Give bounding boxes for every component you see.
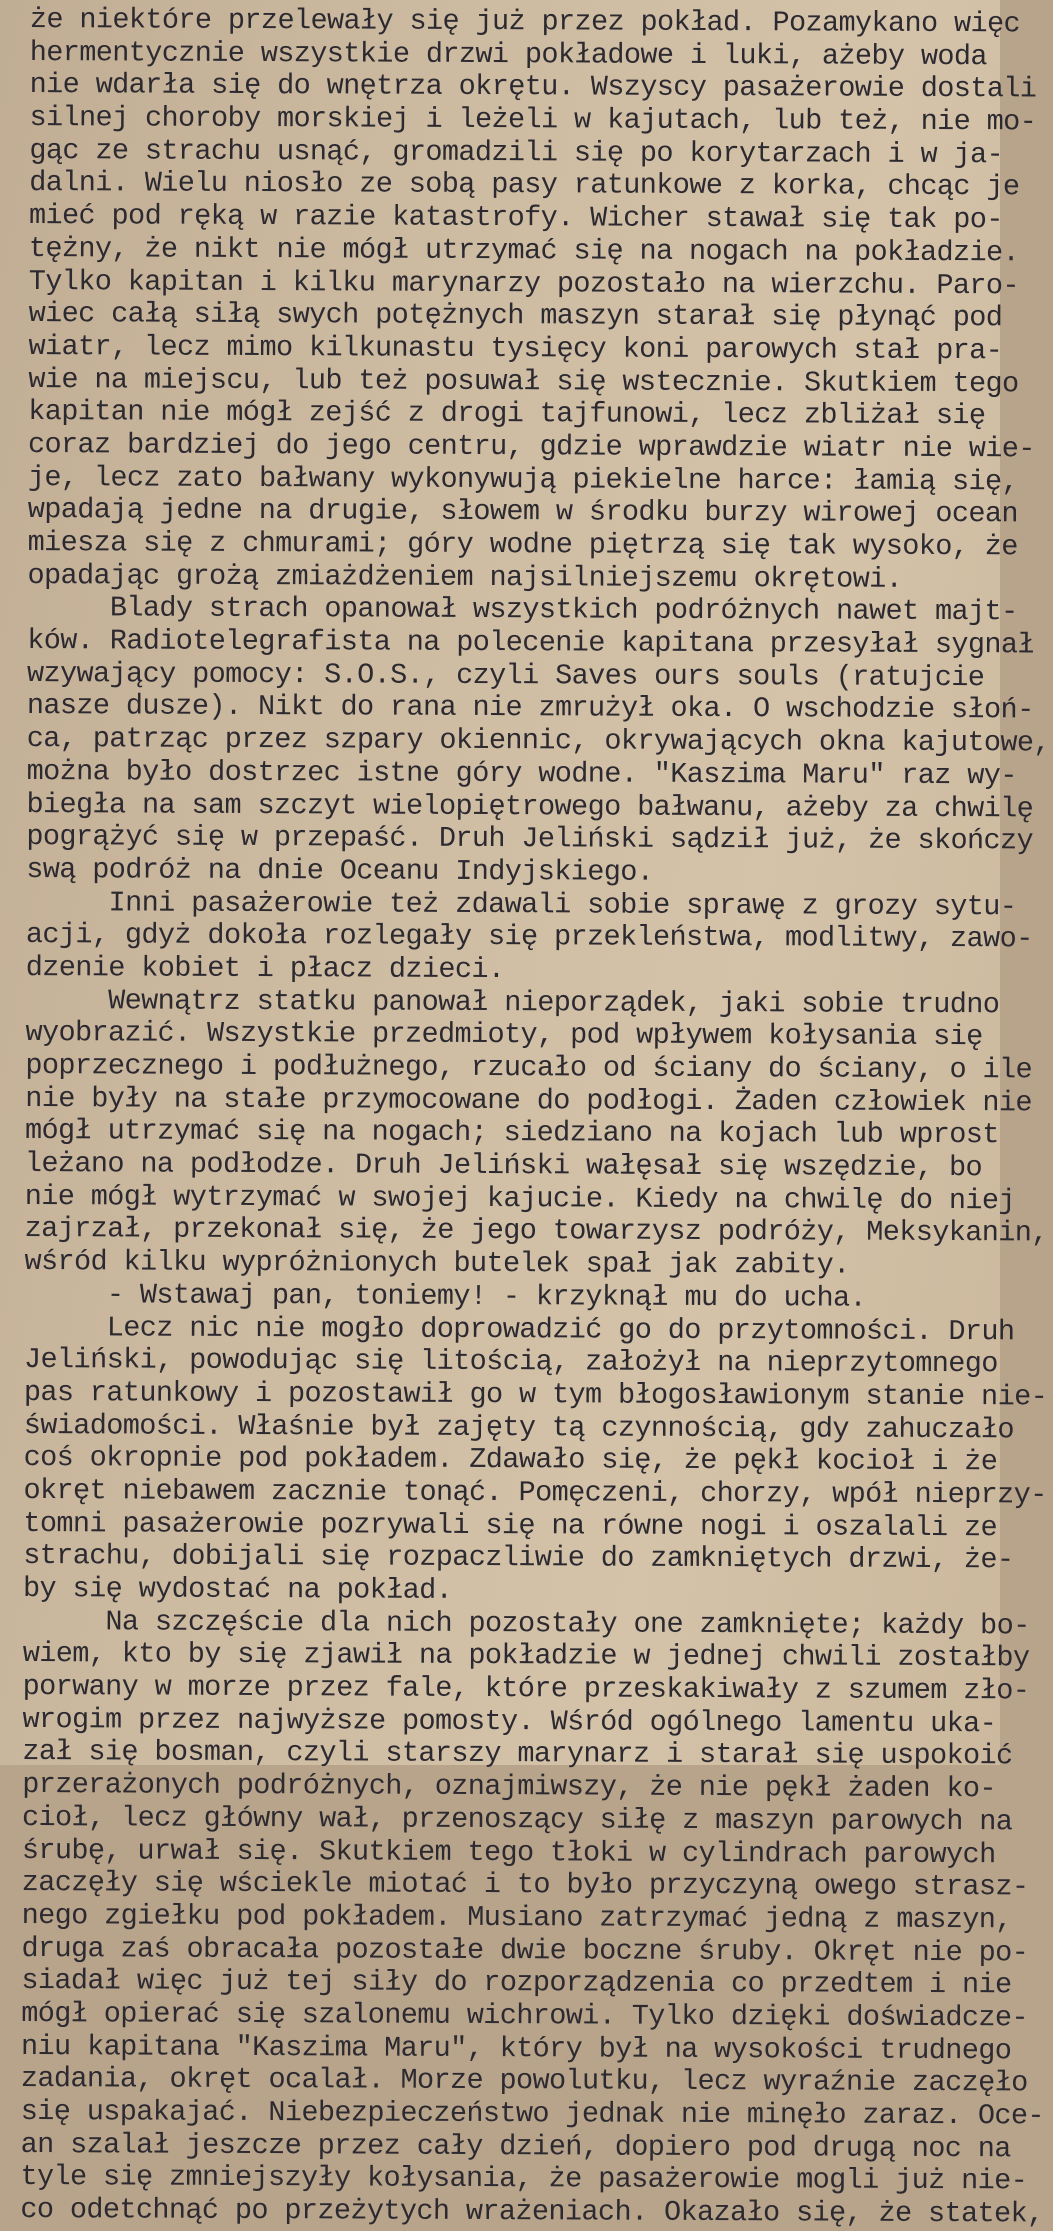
text-line: coś okropnie pod pokładem. Zdawało się, że pękł kocioł i że	[23, 1441, 998, 1479]
text-line: mógł utrzymać się na nogach; siedziano na kojach lub wprost	[25, 1114, 999, 1152]
text-line: wzywający pomocy: S.O.S., czyli Saves ours souls (ratujcie	[27, 656, 985, 694]
text-line: druga zaś obracała pozostałe dwie boczne śruby. Okręt nie po-	[21, 1931, 1029, 1969]
text-line: Wewnątrz statku panował nieporządek, jaki sobie trudno	[25, 983, 1000, 1021]
text-line: hermentycznie wszystkie drzwi pokładowe i luki, ażeby woda	[29, 35, 988, 73]
text-line: gąc ze strachu usnąć, gromadzili się po korytarzach i w ja-	[29, 133, 1004, 171]
text-line: śrubę, urwał się. Skutkiem tego tłoki w cylindrach parowych	[21, 1833, 996, 1871]
text-line: Na szczęście dla nich pozostały one zamknięte; każdy bo-	[22, 1604, 1030, 1643]
text-line: ca, patrząc przez szpary okiennic, okrywających okna kajutowe,	[26, 722, 1051, 760]
text-line: się uspakajać. Niebezpieczeństwo jednak nie minęło zaraz. Oce-	[20, 2094, 1045, 2133]
text-line: wie na miejscu, lub też posuwał się wstecznie. Skutkiem tego	[28, 362, 1019, 400]
text-line: leżano na podłodze. Druh Jeliński wałęsał się wszędzie, bo	[24, 1147, 983, 1185]
text-line: an szalał jeszcze przez cały dzień, dopiero pod drugą noc na	[20, 2127, 1011, 2165]
text-line: zał się bosman, czyli starszy marynarz i starał się uspokoić	[22, 1735, 1013, 1773]
text-line: pas ratunkowy i pozostawił go w tym błogosławionym stanie nie-	[23, 1375, 1048, 1414]
text-line: Tylko kapitan i kilku marynarzy pozostało na wierzchu. Paro-	[28, 264, 1020, 302]
text-line: wyobrazić. Wszystkie przedmioty, pod wpływem kołysania się	[25, 1016, 983, 1054]
text-line: zaczęły się wściekle miotać i to było przyczyną owego strasz-	[21, 1866, 1029, 1904]
text-line: poprzecznego i podłużnego, rzucało od ściany do ściany, o ile	[25, 1048, 1033, 1087]
text-line: nego zgiełku pod pokładem. Musiano zatrzymać jedną z maszyn,	[21, 1898, 1012, 1937]
text-line: niu kapitana "Kaszima Maru", który był na wysokości trudnego	[21, 2029, 1012, 2067]
text-line: Blady strach opanował wszystkich podróżnych nawet majt-	[27, 591, 1018, 629]
text-line: acji, gdyż dokoła rozlegały się przekleństwa, modlitwy, zawo-	[25, 918, 1033, 956]
text-line: tężny, że nikt nie mógł utrzymać się na nogach na pokładzie.	[28, 231, 1020, 270]
text-line: - Wstawaj pan, toniemy! - krzyknął mu do ucha.	[24, 1277, 867, 1315]
text-line: co odetchnąć po przeżytych wrażeniach. Okazało się, że statek,	[20, 2193, 1044, 2231]
text-line: Lecz nic nie mogło doprowadzić go do przytomności. Druh	[24, 1310, 1015, 1348]
text-line: opadając grożą zmiażdżeniem najsilniejszemu okrętowi.	[27, 558, 903, 596]
text-line: wiatr, lecz mimo kilkunastu tysięcy koni parowych stał pra-	[28, 329, 1003, 368]
text-line: przerażonych podróżnych, oznajmiwszy, że nie pękł żaden ko-	[22, 1768, 996, 1806]
text-line: by się wydostać na pokład.	[23, 1571, 453, 1607]
text-line: dzenie kobiet i płacz dzieci.	[25, 950, 505, 987]
text-line: nie były na stałe przymocowane do podłogi. Żaden człowiek nie	[25, 1081, 1032, 1120]
text-line: można było dostrzec istne góry wodne. "Kaszima Maru" raz wy-	[26, 754, 1017, 793]
text-line: silnej choroby morskiej i leżeli w kajutach, lub też, nie mo-	[29, 101, 1037, 139]
text-line: zajrzał, przekonał się, że jego towarzysz podróży, Meksykanin,	[24, 1212, 1048, 1250]
text-line: świadomości. Właśnie był zajęty tą czynnością, gdy zahuczało	[23, 1408, 1015, 1446]
text-line: mieć pod ręką w razie katastrofy. Wicher stawał się tak po-	[29, 199, 1003, 237]
text-line: okręt niebawem zacznie tonąć. Pomęczeni, chorzy, wpół nieprzy-	[23, 1473, 1047, 1512]
text-line: tyle się zmniejszyły kołysania, że pasażerowie mogli już nie-	[20, 2160, 1028, 2198]
text-line: zadania, okręt ocalał. Morze powolutku, lecz wyraźnie zaczęło	[20, 2062, 1028, 2100]
text-line: porwany w morze przez fale, które przeskakiwały z szumem zło-	[22, 1670, 1030, 1708]
text-line: siadał więc już tej siły do rozporządzenia co przedtem i nie	[21, 1964, 1012, 2002]
text-line: biegła na sam szczyt wielopiętrowego bałwanu, ażeby za chwilę	[26, 787, 1034, 825]
page-body-text	[20, 3, 1051, 2231]
text-line: Inni pasażerowie też zdawali sobie sprawę z grozy sytu-	[26, 885, 1017, 923]
text-line: swą podróż na dnie Oceanu Indyjskiego.	[26, 852, 654, 889]
text-line: nasze dusze). Nikt do rana nie zmrużył oka. O wschodzie słoń-	[26, 689, 1034, 727]
text-line: wśród kilku wypróżnionych butelek spał jak zabity.	[24, 1245, 850, 1282]
text-line: miesza się z chmurami; góry wodne piętrzą się tak wysoko, że	[27, 525, 1018, 564]
text-line: je, lecz zato bałwany wykonywują piekielne harce: łamią się,	[27, 460, 1019, 498]
text-line: wiec całą siłą swych potężnych maszyn starał się płynąć pod	[28, 297, 1003, 335]
text-line: strachu, dobijali się rozpaczliwie do zamkniętych drzwi, że-	[23, 1539, 1014, 1577]
text-line: Jeliński, powodując się litością, założył na nieprzytomnego	[24, 1343, 998, 1381]
text-line: nie mógł wytrzymać w swojej kajucie. Kiedy na chwilę do niej	[24, 1179, 1016, 1218]
text-line: wrogim przez najwyższe pomosty. Wśród ogólnego lamentu uka-	[22, 1702, 997, 1740]
text-line: wiem, kto by się zjawił na pokładzie w jednej chwili zostałby	[22, 1637, 1030, 1675]
text-line: coraz bardziej do jego centru, gdzie wprawdzie wiatr nie wie-	[28, 427, 1035, 466]
text-line: wpadają jedne na drugie, słowem w środku burzy wirowej ocean	[27, 493, 1019, 531]
text-line: że niektóre przelewały się już przez pokład. Pozamykano więc	[29, 3, 1021, 41]
text-line: nie wdarła się do wnętrza okrętu. Wszyscy pasażerowie dostali	[29, 68, 1037, 106]
text-line: pogrążyć się w przepaść. Druh Jeliński sądził już, że skończy	[26, 820, 1034, 858]
text-line: dalni. Wielu niosło ze sobą pasy ratunkowe z korka, chcąc je	[29, 166, 1020, 204]
text-line: mógł opierać się szalonemu wichrowi. Tylko dzięki doświadcze-	[21, 1996, 1028, 2035]
text-line: cioł, lecz główny wał, przenoszący siłę z maszyn parowych na	[22, 1800, 1013, 1839]
text-line: kapitan nie mógł zejść z drogi tajfunowi, lecz zbliżał się	[28, 395, 986, 433]
text-line: ków. Radiotelegrafista na polecenie kapitana przesyłał sygnał	[27, 624, 1034, 662]
text-line: tomni pasażerowie pozrywali się na równe nogi i oszalali ze	[23, 1506, 998, 1544]
